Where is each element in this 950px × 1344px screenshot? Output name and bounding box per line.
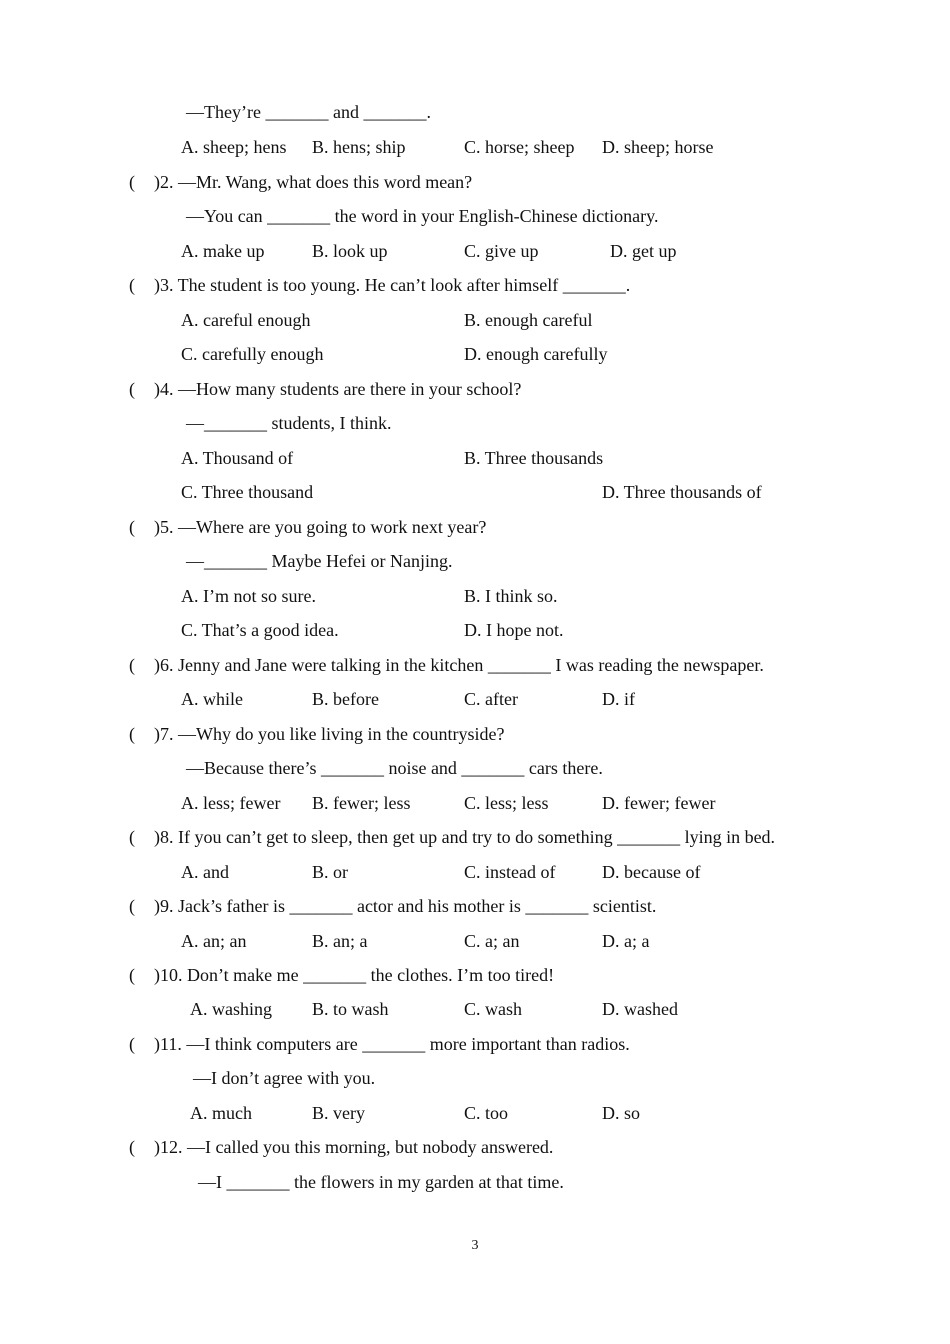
q5-option-c: C. That’s a good idea. [181, 620, 339, 640]
q4-option-c: C. Three thousand [181, 482, 314, 502]
q2-option-c: C. give up [464, 241, 539, 261]
q2-option-a: A. make up [181, 241, 265, 261]
q2-reply: —You can _______ the word in your English-Chinese dictionary. [186, 206, 659, 226]
q4-reply: —_______ students, I think. [186, 413, 392, 433]
q8-option-b: B. or [312, 862, 348, 882]
q10-option-a: A. washing [190, 999, 272, 1019]
q3-paren: ( [129, 275, 135, 295]
q2-option-b: B. look up [312, 241, 388, 261]
q2-paren: ( [129, 172, 135, 192]
q2-option-d: D. get up [610, 241, 677, 261]
q9-prompt: )9. Jack’s father is _______ actor and his mother is _______ scientist. [154, 896, 657, 916]
q11-prompt: )11. —I think computers are _______ more important than radios. [154, 1034, 630, 1054]
q9-option-c: C. a; an [464, 931, 520, 951]
q2-prompt: )2. —Mr. Wang, what does this word mean? [154, 172, 473, 192]
q5-option-d: D. I hope not. [464, 620, 564, 640]
q1-option-c: C. horse; sheep [464, 137, 575, 157]
q12-paren: ( [129, 1137, 135, 1157]
q11-option-a: A. much [190, 1103, 252, 1123]
q4-option-d: D. Three thousands of [602, 482, 762, 502]
q7-paren: ( [129, 724, 135, 744]
q9-option-a: A. an; an [181, 931, 247, 951]
q10-option-d: D. washed [602, 999, 678, 1019]
q1-option-b: B. hens; ship [312, 137, 406, 157]
q3-option-d: D. enough carefully [464, 344, 608, 364]
q5-paren: ( [129, 517, 135, 537]
q11-reply: —I don’t agree with you. [193, 1068, 376, 1088]
q10-prompt: )10. Don’t make me _______ the clothes. I’m too tired! [154, 965, 555, 985]
q4-option-b: B. Three thousands [464, 448, 604, 468]
q3-option-a: A. careful enough [181, 310, 311, 330]
q4-prompt: )4. —How many students are there in your school? [154, 379, 522, 399]
page-number: 3 [471, 1238, 479, 1253]
q11-paren: ( [129, 1034, 135, 1054]
q9-option-b: B. an; a [312, 931, 368, 951]
q11-option-c: C. too [464, 1103, 509, 1123]
q5-option-b: B. I think so. [464, 586, 558, 606]
q12-reply: —I _______ the flowers in my garden at that time. [198, 1172, 564, 1192]
q10-paren: ( [129, 965, 135, 985]
q7-prompt: )7. —Why do you like living in the countryside? [154, 724, 505, 744]
q1-reply: —They’re _______ and _______. [186, 102, 431, 122]
q5-reply: —_______ Maybe Hefei or Nanjing. [186, 551, 453, 571]
q6-paren: ( [129, 655, 135, 675]
q8-paren: ( [129, 827, 135, 847]
q7-option-a: A. less; fewer [181, 793, 281, 813]
q5-prompt: )5. —Where are you going to work next year? [154, 517, 487, 537]
q3-option-c: C. carefully enough [181, 344, 324, 364]
q1-option-a: A. sheep; hens [181, 137, 287, 157]
q6-option-c: C. after [464, 689, 518, 709]
q12-prompt: )12. —I called you this morning, but nobody answered. [154, 1137, 554, 1157]
q6-option-d: D. if [602, 689, 635, 709]
q8-option-c: C. instead of [464, 862, 556, 882]
q11-option-b: B. very [312, 1103, 365, 1123]
q8-option-a: A. and [181, 862, 229, 882]
q9-paren: ( [129, 896, 135, 916]
q8-option-d: D. because of [602, 862, 701, 882]
q11-option-d: D. so [602, 1103, 641, 1123]
q7-option-d: D. fewer; fewer [602, 793, 716, 813]
q7-option-c: C. less; less [464, 793, 549, 813]
q8-prompt: )8. If you can’t get to sleep, then get up and try to do something _______ lying in bed. [154, 827, 776, 847]
q3-prompt: )3. The student is too young. He can’t look after himself _______. [154, 275, 631, 295]
q10-option-b: B. to wash [312, 999, 389, 1019]
q4-option-a: A. Thousand of [181, 448, 294, 468]
q5-option-a: A. I’m not so sure. [181, 586, 316, 606]
q10-option-c: C. wash [464, 999, 522, 1019]
q7-option-b: B. fewer; less [312, 793, 411, 813]
q9-option-d: D. a; a [602, 931, 650, 951]
q3-option-b: B. enough careful [464, 310, 593, 330]
q1-option-d: D. sheep; horse [602, 137, 714, 157]
q4-paren: ( [129, 379, 135, 399]
q6-option-a: A. while [181, 689, 243, 709]
q7-reply: —Because there’s _______ noise and _______ cars there. [186, 758, 603, 778]
q6-option-b: B. before [312, 689, 379, 709]
q6-prompt: )6. Jenny and Jane were talking in the kitchen _______ I was reading the newspaper. [154, 655, 764, 675]
